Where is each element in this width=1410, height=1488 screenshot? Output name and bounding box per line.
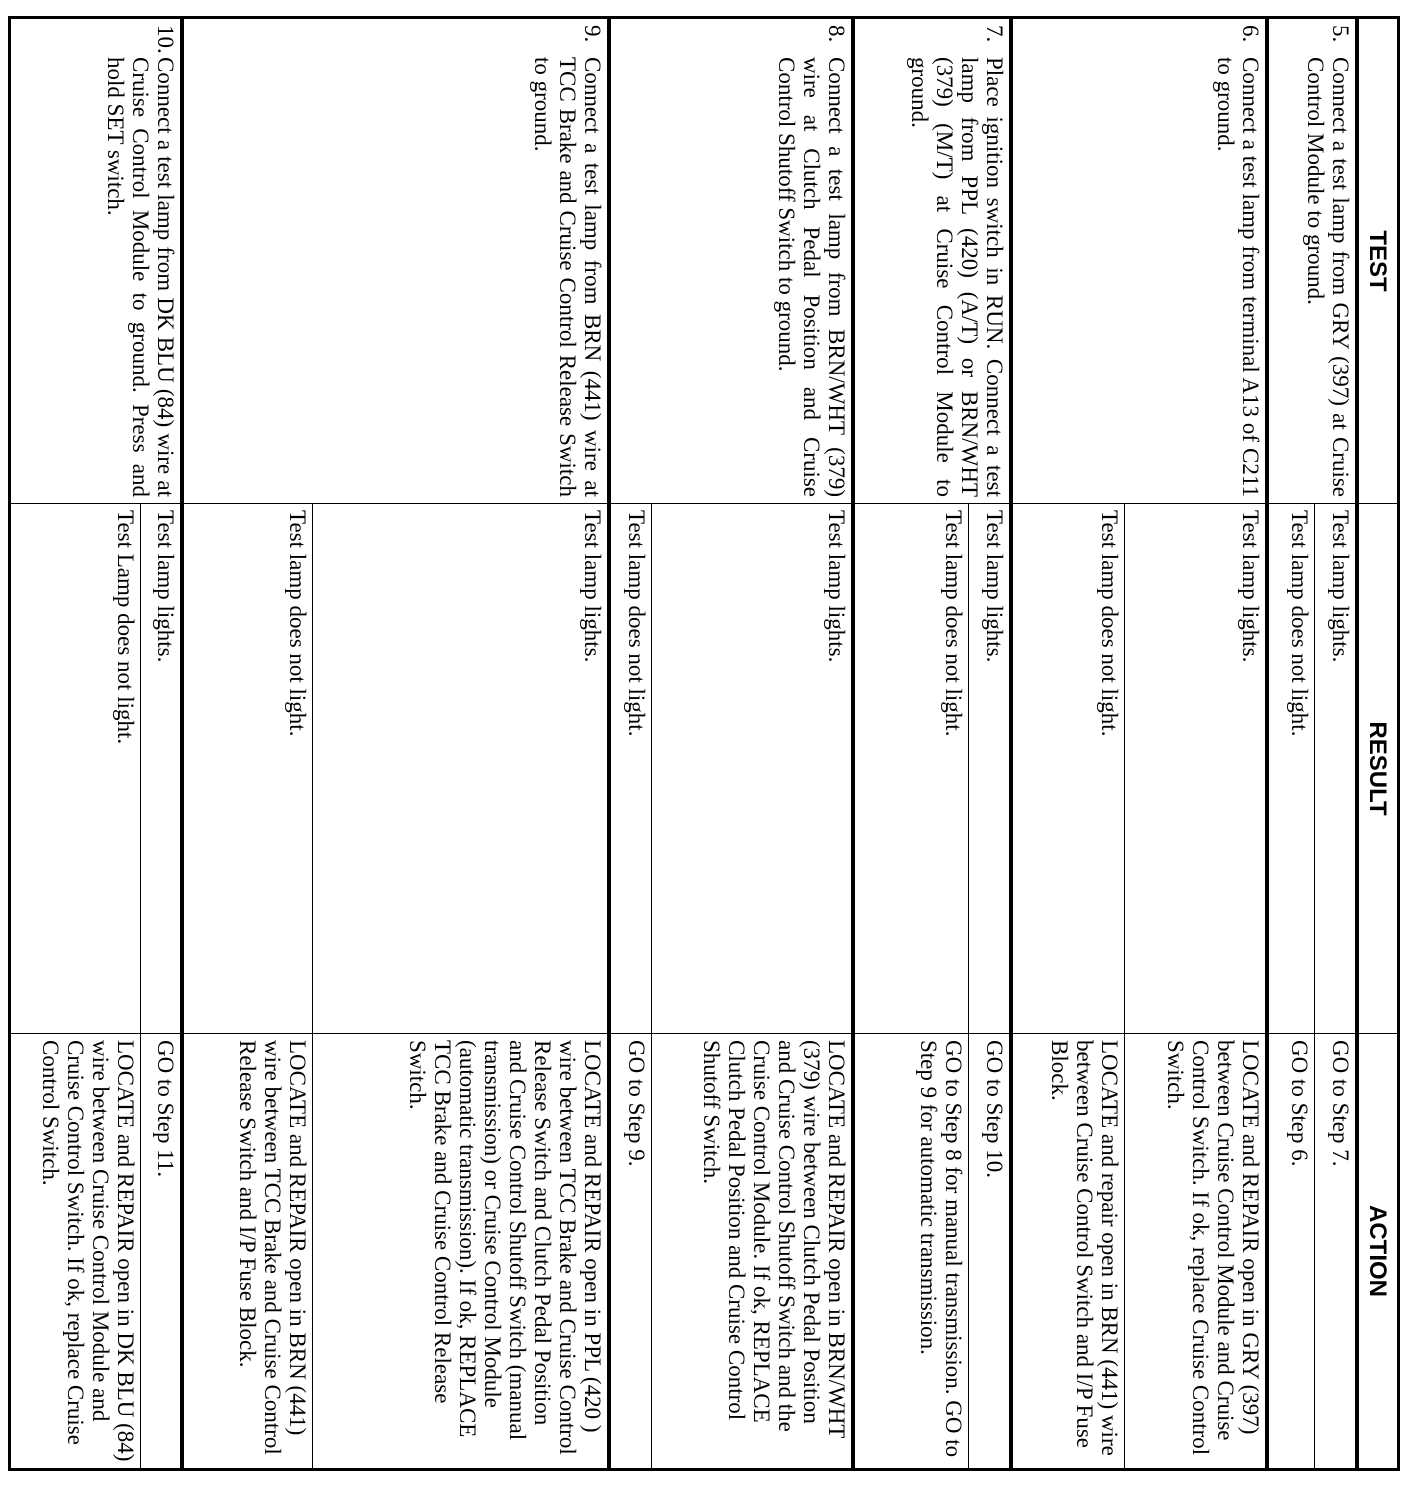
step-9-row-1 <box>313 18 610 1470</box>
header-action: ACTION <box>1357 1034 1399 1470</box>
step-5-test <box>1267 18 1357 504</box>
diagnostic-table <box>8 16 1400 1471</box>
step-8-result-1: Test lamp lights. <box>651 504 853 1034</box>
step-6-test <box>1011 18 1267 504</box>
header-row <box>1357 18 1399 1470</box>
step-6-row-1 <box>1125 18 1267 1470</box>
header-test: TEST <box>1357 18 1399 504</box>
rotated-table-container <box>8 16 1400 1468</box>
step-9-result-1: Test lamp lights. <box>313 504 610 1034</box>
step-6-result-2: Test lamp does not light. <box>1011 504 1125 1034</box>
step-10-action-2: LOCATE and REPAIR open in DK BLU (84) wire between Cruise Control Module and Cruise Control Switch. If ok, replace Cruise Control Switch. <box>10 1034 141 1470</box>
step-10-result-2: Test Lamp does not light. <box>10 504 141 1034</box>
step-8-result-2: Test lamp does not light. <box>609 504 651 1034</box>
step-test-text: Connect a test lamp from DK BLU (84) wire at Cruise Control Module to ground. Press and hold SET switch. <box>103 57 179 497</box>
step-test-text: Connect a test lamp from BRN (441) wire at TCC Brake and Cruise Control Release Switch to ground. <box>530 57 606 497</box>
step-6-action-1: LOCATE and REPAIR open in GRY (397) between Cruise Control Module and Cruise Control Switch. If ok, replace Cruise Control Switch. <box>1125 1034 1267 1470</box>
step-5-result-1: Test lamp lights. <box>1315 504 1357 1034</box>
step-9-action-2: LOCATE and REPAIR open in BRN (441) wire between TCC Brake and Cruise Control Release Switch and I/P Fuse Block. <box>182 1034 312 1470</box>
step-7-test <box>853 18 1011 504</box>
step-number: 7. <box>981 25 1007 43</box>
step-test-text: Connect a test lamp from BRN/WHT (379) wire at Clutch Pedal Position and Cruise Control Shutoff Switch to ground. <box>774 57 850 497</box>
step-7-action-2: GO to Step 8 for manual transmission. GO to Step 9 for automatic transmission. <box>853 1034 969 1470</box>
step-9-result-2: Test lamp does not light. <box>182 504 312 1034</box>
step-number: 10. <box>153 25 179 54</box>
step-6-result-1: Test lamp lights. <box>1125 504 1267 1034</box>
step-number: 6. <box>1237 25 1263 43</box>
step-10-result-1: Test lamp lights. <box>140 504 182 1034</box>
step-5-row-1 <box>1315 18 1357 1470</box>
step-number: 8. <box>824 25 850 43</box>
step-5-action-2: GO to Step 6. <box>1267 1034 1315 1470</box>
step-8-test <box>609 18 853 504</box>
step-number: 9. <box>580 25 606 43</box>
step-5-result-2: Test lamp does not light. <box>1267 504 1315 1034</box>
header-result: RESULT <box>1357 504 1399 1034</box>
step-7-action-1: GO to Step 10. <box>969 1034 1011 1470</box>
step-7-result-2: Test lamp does not light. <box>853 504 969 1034</box>
step-number: 5. <box>1328 25 1353 43</box>
step-7-result-1: Test lamp lights. <box>969 504 1011 1034</box>
step-8-action-2: GO to Step 9. <box>609 1034 651 1470</box>
step-9-test <box>182 18 609 504</box>
step-10-test <box>10 18 183 504</box>
step-test-text: Place ignition switch in RUN. Connect a test lamp from PPL (420) (A/T) or BRN/WHT (379) (M/T) at Cruise Control Module to ground. <box>906 57 1007 497</box>
step-test-text: Connect a test lamp from terminal A13 of C211 to ground. <box>1212 57 1263 497</box>
step-5-action-1: GO to Step 7. <box>1315 1034 1357 1470</box>
step-9-action-1: LOCATE and REPAIR open in PPL (420 ) wire between TCC Brake and Cruise Control Release Switch and Clutch Pedal Position and Cruise Control Shutoff Switch (manual transmission) or Cruise Control Module (automatic transmission). If ok, REPLACE TCC Brake and Cruise Control Release Switch. <box>313 1034 610 1470</box>
step-10-action-1: GO to Step 11. <box>140 1034 182 1470</box>
step-6-action-2: LOCATE and repair open in BRN (441) wire between Cruise Control Switch and I/P Fuse Block. <box>1011 1034 1125 1470</box>
step-8-action-1: LOCATE and REPAIR open in BRN/WHT (379) wire between Clutch Pedal Position and Cruise Control Shutoff Switch and the Cruise Control Module. If ok, REPLACE Clutch Pedal Position and Cruise Control Shutoff Switch. <box>651 1034 853 1470</box>
step-test-text: Connect a test lamp from GRY (397) at Cruise Control Module to ground. <box>1303 57 1353 497</box>
step-10-row-1 <box>140 18 182 1470</box>
step-8-row-1 <box>651 18 853 1470</box>
step-7-row-1 <box>969 18 1011 1470</box>
